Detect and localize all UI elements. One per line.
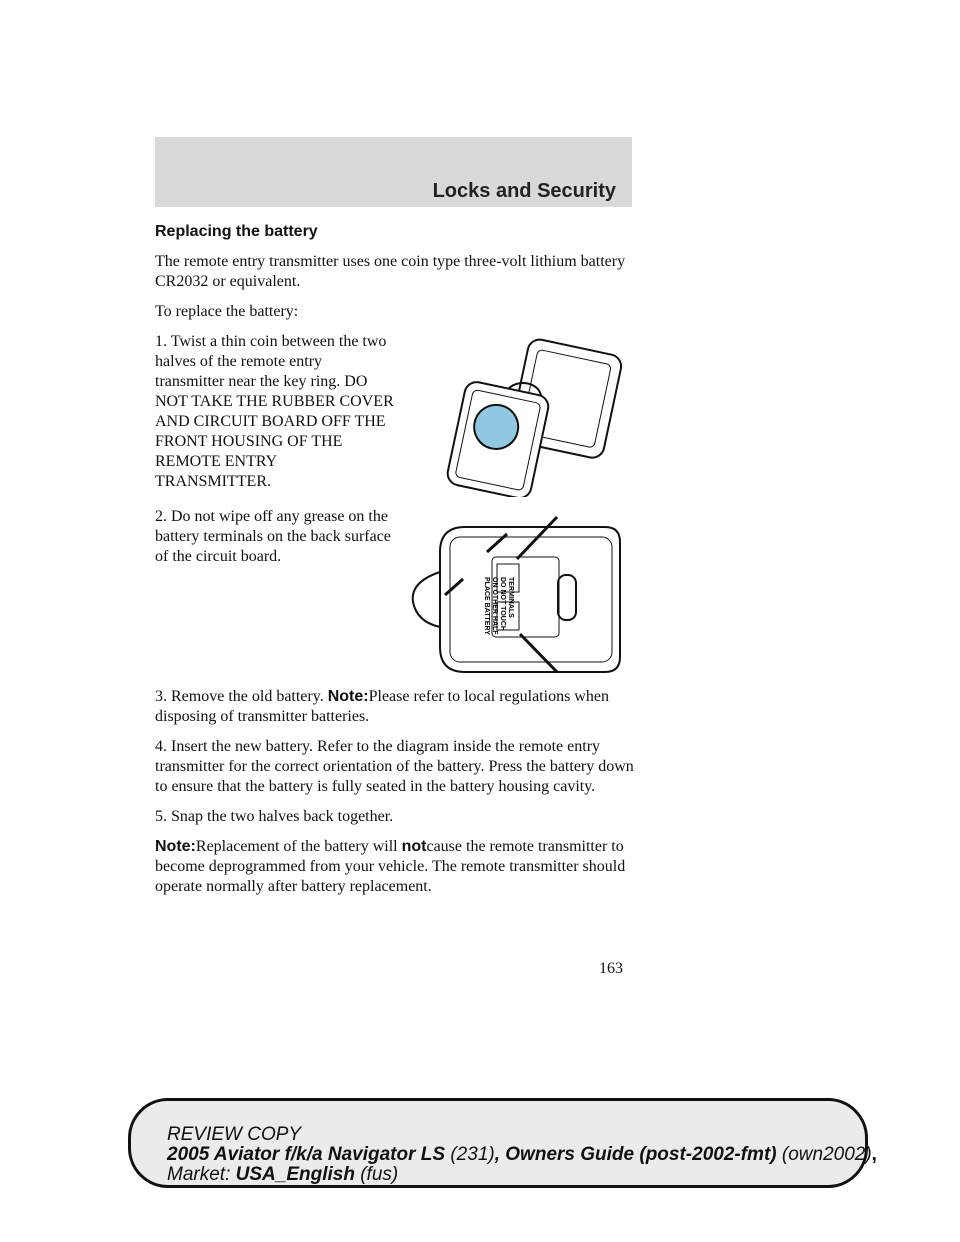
diagram-label-3: DO NOT TOUCH xyxy=(499,577,506,631)
key-fob-illustration xyxy=(435,332,635,497)
section-title: Locks and Security xyxy=(432,180,616,202)
step-1-row xyxy=(155,332,635,497)
heading: Replacing the battery xyxy=(155,223,318,240)
page-number: 163 xyxy=(599,960,623,977)
step-5: 5. Snap the two halves back together. xyxy=(155,808,394,825)
note: Note:Replacement of the battery will notcause the remote transmitter to become deprogrammed from your vehicle. The remote transmitter should operate normally after battery replacement. xyxy=(155,838,626,895)
step-1: 1. Twist a thin coin between the two halves of the remote entry transmitter near the key ring. DO NOT TAKE THE RUBBER COVER AND CIRCUIT BOARD OFF THE FRONT HOUSING OF THE REMOTE ENTRY TRANSMITTER. xyxy=(155,333,394,490)
intro: The remote entry transmitter uses one coin type three-volt lithium battery CR2032 or equivalent. xyxy=(155,253,626,290)
step-2: 2. Do not wipe off any grease on the battery terminals on the back surface of the circuit board. xyxy=(155,508,391,565)
diagram-label-1: PLACE BATTERY xyxy=(483,577,490,635)
content-column xyxy=(155,222,635,979)
footer-title-line: 2005 Aviator f/k/a Navigator LS (231), Owners Guide (post-2002-fmt) (own2002), xyxy=(167,1144,877,1165)
step-3: 3. Remove the old battery. Note:Please refer to local regulations when disposing of transmitter batteries. xyxy=(155,688,609,725)
transmitter-diagram xyxy=(405,507,635,677)
section-header xyxy=(155,137,632,207)
diagram-label-4: TERMINALS xyxy=(507,577,514,618)
review-copy: REVIEW COPY xyxy=(167,1124,302,1145)
step-4: 4. Insert the new battery. Refer to the diagram inside the remote entry transmitter for the correct orientation of the battery. Press the battery down to ensure that the battery is fully seated in the battery housing cavity. xyxy=(155,738,634,795)
footer-market-line: Market: USA_English (fus) xyxy=(167,1164,399,1185)
diagram-label-2: ON OTHER HALF xyxy=(491,577,498,635)
review-footer xyxy=(128,1098,877,1188)
to-replace: To replace the battery: xyxy=(155,303,299,320)
step-2-row xyxy=(155,507,635,677)
